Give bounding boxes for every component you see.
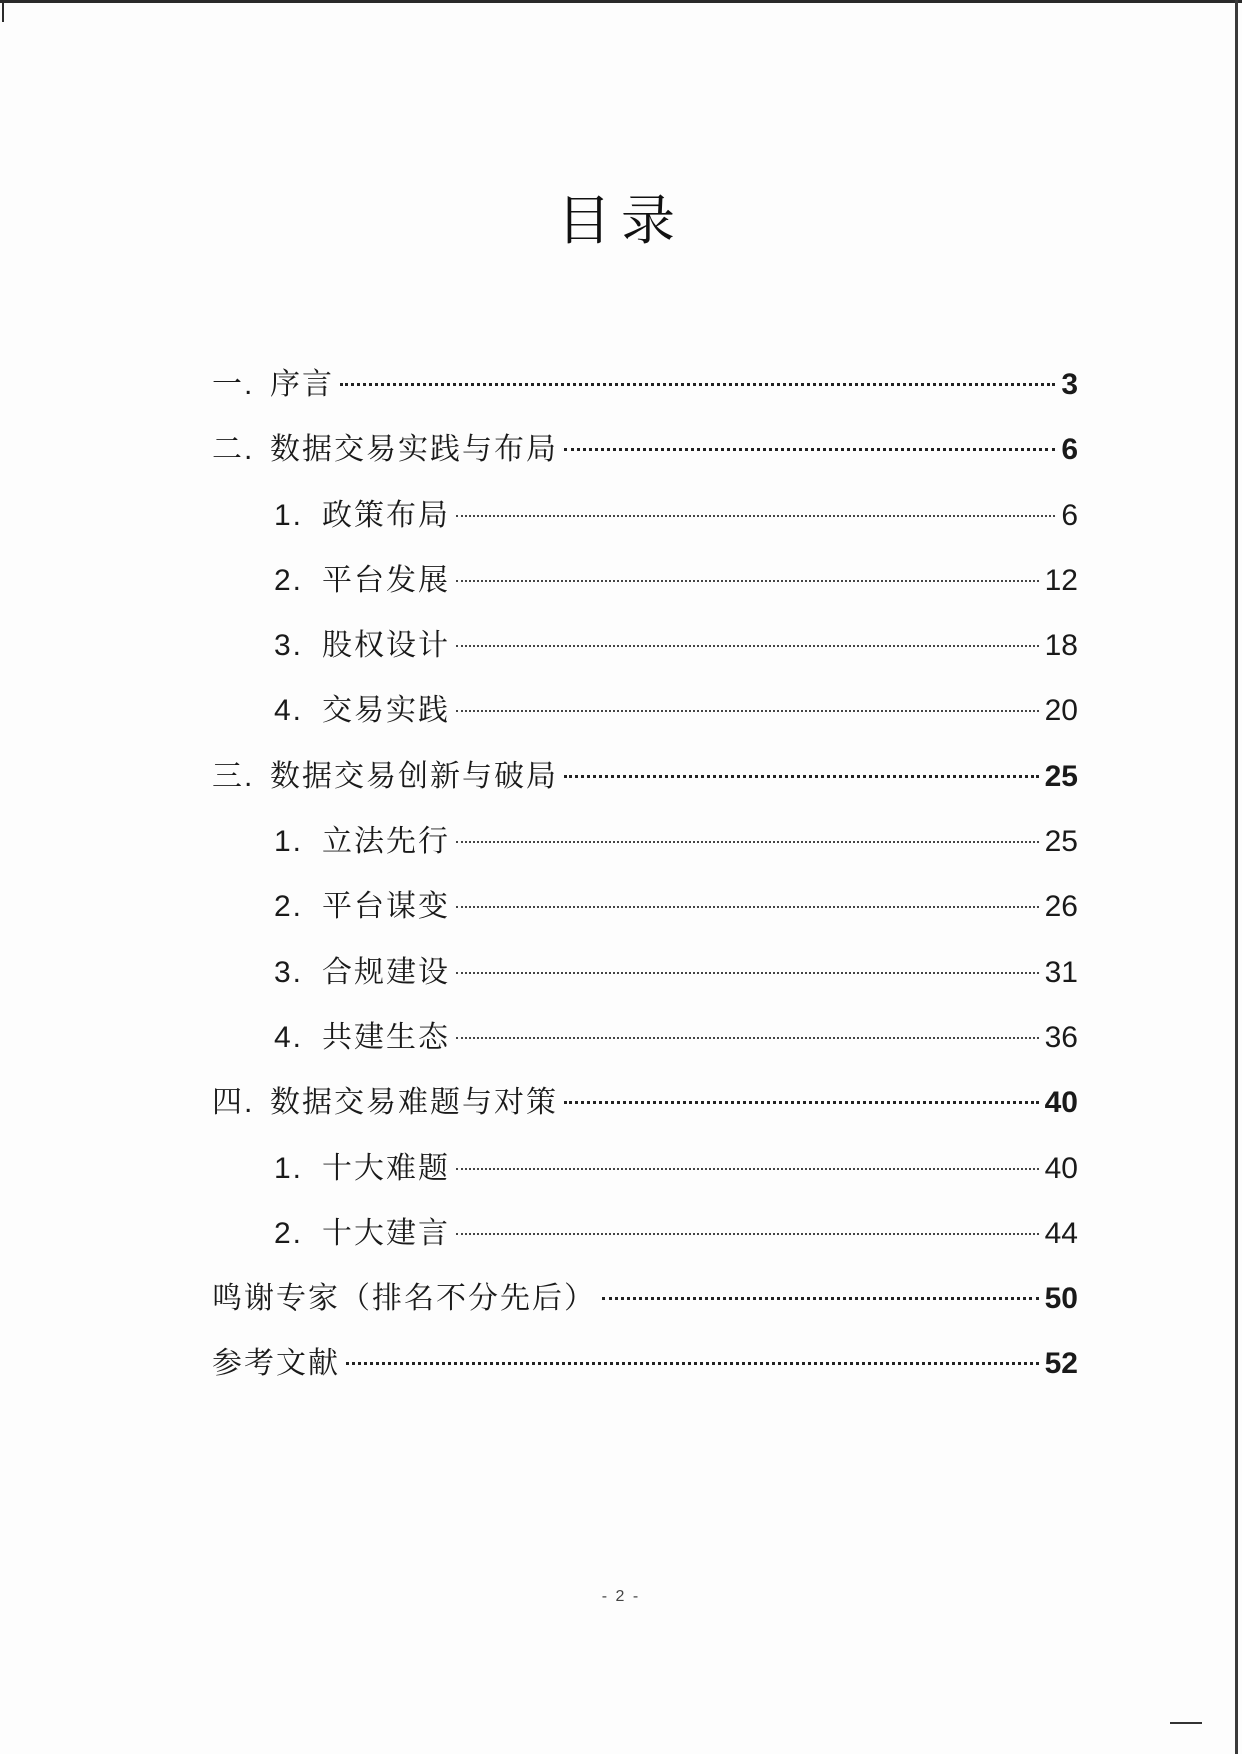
toc-entry-label: 数据交易难题与对策 (270, 1085, 558, 1121)
dot-leader (456, 906, 1039, 908)
toc-entry-page: 18 (1044, 629, 1078, 663)
toc-entry-label: 参考文献 (212, 1346, 340, 1382)
toc-entry-title (274, 953, 450, 993)
dot-leader (564, 448, 1055, 451)
dot-leader (456, 710, 1039, 712)
scan-border-left-mark (2, 0, 4, 22)
toc-entry-page: 26 (1044, 890, 1078, 924)
dot-leader (456, 972, 1039, 974)
toc-entry-page: 50 (1044, 1282, 1078, 1316)
toc-entry-number: 2. (274, 1216, 304, 1250)
toc-entry-number: 1. (274, 825, 304, 859)
toc-entry-label: 合规建设 (322, 954, 450, 990)
toc-entry-label: 交易实践 (322, 693, 450, 729)
toc-entry-page: 52 (1044, 1347, 1078, 1381)
toc-entry-title (212, 365, 334, 405)
toc-entry-number: 1. (274, 498, 304, 532)
scan-border-right (1235, 0, 1238, 1754)
toc-entry-title (274, 1018, 450, 1058)
toc-entry-label: 政策布局 (322, 497, 450, 533)
toc-entry-number: 2. (274, 890, 304, 924)
toc-entry-number: 一. (212, 368, 255, 401)
toc-entry-page: 31 (1044, 955, 1078, 989)
toc-entry-page: 44 (1044, 1216, 1078, 1250)
toc-entry[interactable] (212, 496, 1078, 561)
toc-entry-title (212, 430, 558, 470)
toc-entry-page: 3 (1061, 368, 1078, 401)
dot-leader (564, 775, 1039, 778)
toc-entry-label: 数据交易创新与破局 (270, 758, 558, 794)
toc-entry-page: 25 (1044, 759, 1078, 793)
scan-border-top (0, 0, 1242, 3)
toc-entry-number: 3. (274, 629, 304, 663)
toc-entry-title (274, 887, 450, 927)
toc-entry-title (274, 496, 450, 536)
toc-entry[interactable] (212, 626, 1078, 691)
toc-entry[interactable] (212, 691, 1078, 756)
dot-leader (564, 1101, 1039, 1104)
toc-entry[interactable] (212, 757, 1078, 822)
dot-leader (456, 515, 1055, 517)
toc-entry-title (274, 626, 450, 666)
toc-entry-title (274, 1149, 450, 1189)
toc-entry-label: 平台发展 (322, 562, 450, 598)
toc-entry-title (212, 1083, 558, 1123)
toc-entry-title (274, 561, 450, 601)
toc-entry-page: 12 (1044, 563, 1078, 597)
toc-entry[interactable] (212, 953, 1078, 1018)
toc-entry-title (274, 822, 450, 862)
page-title: 目录 (557, 189, 685, 252)
toc-entry[interactable] (212, 887, 1078, 952)
toc-entry[interactable] (212, 1149, 1078, 1214)
table-of-contents (212, 365, 1078, 1410)
toc-entry-label: 十大难题 (322, 1150, 450, 1186)
toc-entry-title (212, 757, 558, 797)
toc-entry-label: 平台谋变 (322, 889, 450, 925)
toc-entry[interactable] (212, 822, 1078, 887)
toc-entry[interactable] (212, 1018, 1078, 1083)
toc-entry[interactable] (212, 1214, 1078, 1279)
dot-leader (456, 1168, 1039, 1170)
toc-entry[interactable] (212, 1083, 1078, 1148)
page-number: - 2 - (601, 1588, 641, 1605)
toc-entry-title (212, 1344, 340, 1384)
toc-entry-number: 二. (212, 433, 255, 467)
toc-entry-page: 40 (1044, 1151, 1078, 1185)
toc-entry-label: 股权设计 (322, 628, 450, 664)
toc-entry[interactable] (212, 1279, 1078, 1344)
toc-entry-number: 四. (212, 1086, 255, 1120)
toc-entry-number: 1. (274, 1151, 304, 1185)
toc-entry-page: 20 (1044, 694, 1078, 728)
toc-entry-label: 序言 (270, 367, 334, 402)
dot-leader (456, 580, 1039, 582)
toc-entry[interactable] (212, 430, 1078, 495)
dot-leader (602, 1297, 1039, 1300)
dot-leader (346, 1362, 1039, 1365)
toc-entry-page: 40 (1044, 1086, 1078, 1120)
toc-entry-title (212, 1279, 596, 1319)
toc-entry-label: 共建生态 (322, 1019, 450, 1055)
toc-entry-number: 4. (274, 1020, 304, 1054)
toc-entry-number: 3. (274, 955, 304, 989)
toc-entry-number: 2. (274, 563, 304, 597)
toc-entry[interactable] (212, 561, 1078, 626)
dot-leader (340, 383, 1055, 386)
corner-mark (1170, 1722, 1202, 1724)
toc-entry-page: 6 (1061, 498, 1078, 532)
toc-entry-title (274, 1214, 450, 1254)
dot-leader (456, 841, 1039, 843)
toc-entry[interactable] (212, 365, 1078, 430)
toc-entry-page: 6 (1061, 433, 1078, 467)
toc-entry-label: 数据交易实践与布局 (270, 432, 558, 468)
dot-leader (456, 1037, 1039, 1039)
toc-entry-label: 立法先行 (322, 824, 450, 860)
toc-entry[interactable] (212, 1344, 1078, 1409)
toc-entry-page: 36 (1044, 1020, 1078, 1054)
toc-entry-number: 4. (274, 694, 304, 728)
toc-entry-title (274, 691, 450, 731)
dot-leader (456, 645, 1039, 647)
toc-entry-page: 25 (1044, 825, 1078, 859)
toc-entry-number: 三. (212, 759, 255, 793)
toc-entry-label: 十大建言 (322, 1215, 450, 1251)
dot-leader (456, 1233, 1039, 1235)
toc-entry-label: 鸣谢专家（排名不分先后） (212, 1281, 596, 1317)
